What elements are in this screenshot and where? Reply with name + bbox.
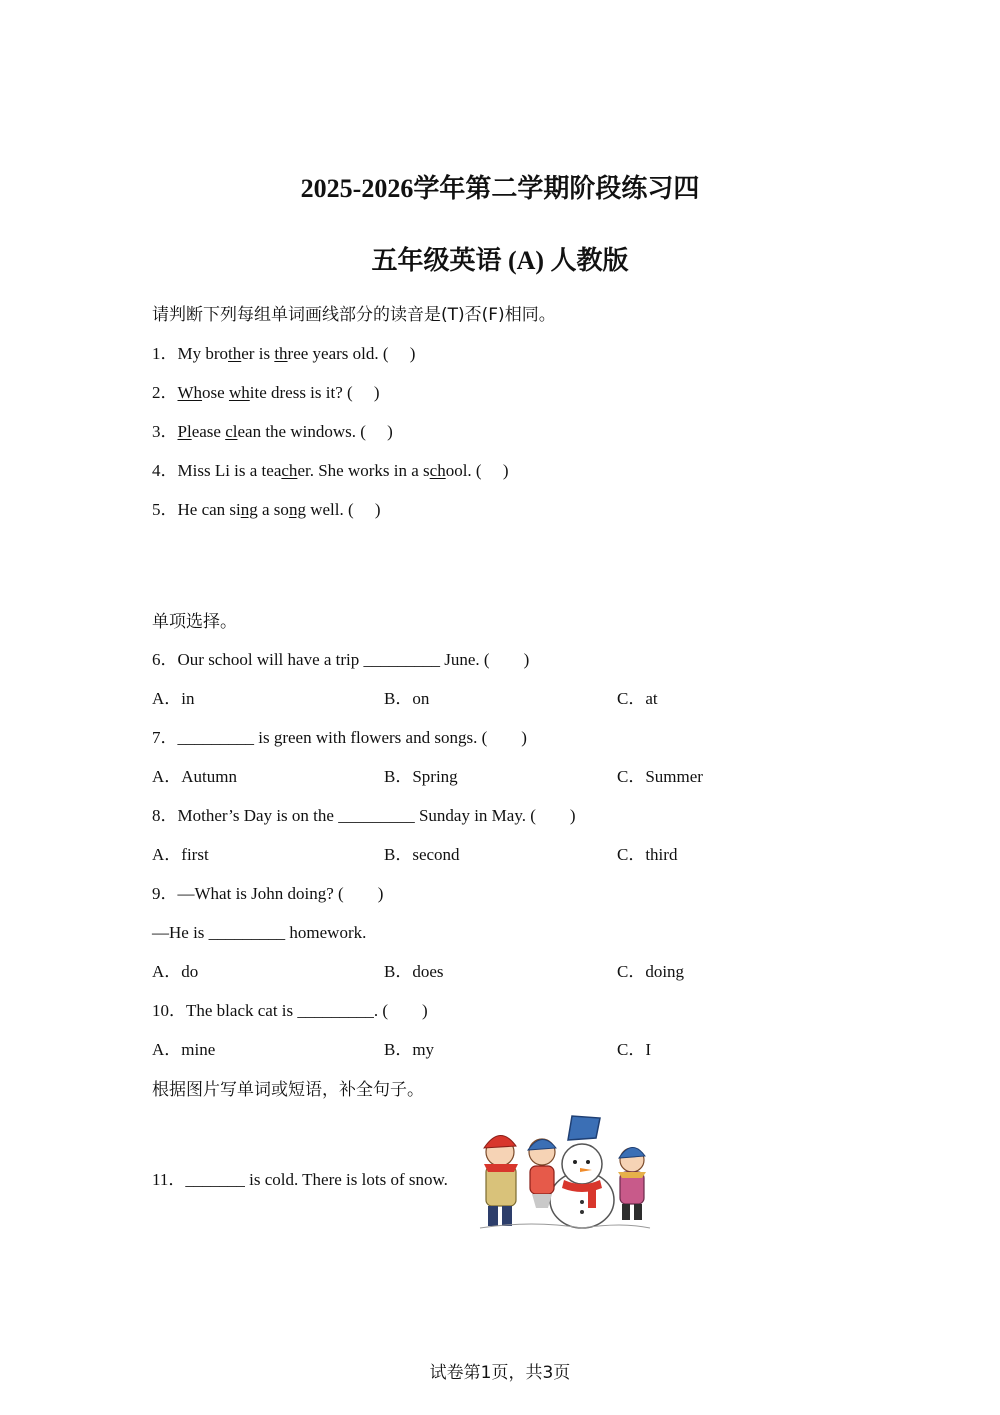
section1-instruction: 请判断下列每组单词画线部分的读音是(T)否(F)相同。 bbox=[152, 305, 556, 325]
children-with-snowman-illustration bbox=[472, 1112, 656, 1236]
page-title: 2025-2026学年第二学期阶段练习四 bbox=[300, 174, 700, 203]
q10-option-a: A．mine bbox=[152, 1040, 216, 1059]
question-5: 5．He can sing a song well. ( ) bbox=[152, 500, 381, 519]
q7-option-b: B．Spring bbox=[384, 767, 458, 786]
page-footer: 试卷第1页，共3页 bbox=[429, 1363, 571, 1383]
question-4: 4．Miss Li is a teacher. She works in a school. ( ) bbox=[152, 461, 509, 480]
q8-option-b: B．second bbox=[384, 845, 460, 864]
q10-option-c: C．I bbox=[617, 1040, 651, 1059]
question-10-stem: 10．The black cat is _________. ( ) bbox=[152, 1001, 428, 1020]
q8-option-a: A．first bbox=[152, 845, 209, 864]
q9-option-c: C．doing bbox=[617, 962, 685, 981]
question-11: 11．_______ is cold. There is lots of snow. bbox=[152, 1170, 448, 1189]
section3-instruction: 根据图片写单词或短语，补全句子。 bbox=[152, 1080, 424, 1100]
question-2: 2．Whose white dress is it? ( ) bbox=[152, 383, 380, 402]
q6-option-a: A．in bbox=[152, 689, 195, 708]
q6-option-c: C．at bbox=[617, 689, 658, 708]
q7-option-c: C．Summer bbox=[617, 767, 703, 786]
question-8-stem: 8．Mother’s Day is on the _________ Sunday in May. ( ) bbox=[152, 806, 576, 825]
question-9-stem2: —He is _________ homework. bbox=[152, 923, 367, 942]
q9-option-a: A．do bbox=[152, 962, 199, 981]
q10-option-b: B．my bbox=[384, 1040, 435, 1059]
question-1: 1．My brother is three years old. ( ) bbox=[152, 344, 416, 363]
question-6-stem: 6．Our school will have a trip _________ June. ( ) bbox=[152, 650, 530, 669]
page-subtitle: 五年级英语 (A) 人教版 bbox=[371, 246, 629, 275]
q8-option-c: C．third bbox=[617, 845, 678, 864]
q6-option-b: B．on bbox=[384, 689, 430, 708]
q9-option-b: B．does bbox=[384, 962, 444, 981]
question-7-stem: 7．_________ is green with flowers and songs. ( ) bbox=[152, 728, 527, 747]
section2-instruction: 单项选择。 bbox=[152, 612, 237, 632]
question-9-stem: 9．—What is John doing? ( ) bbox=[152, 884, 384, 903]
q7-option-a: A．Autumn bbox=[152, 767, 237, 786]
question-3: 3．Please clean the windows. ( ) bbox=[152, 422, 393, 441]
